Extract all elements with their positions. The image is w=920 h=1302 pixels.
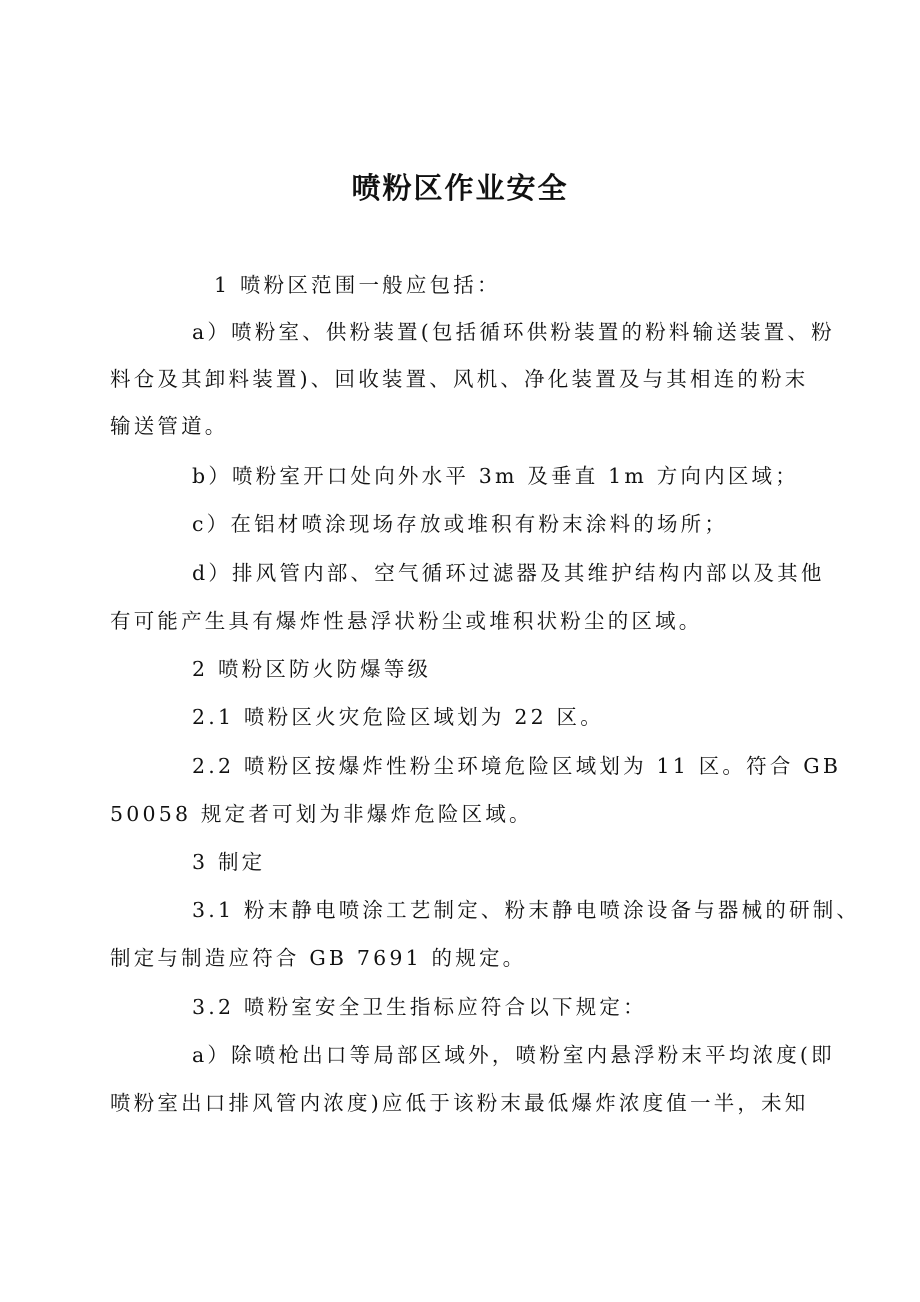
item-a-line-1: a）喷粉室、供粉装置(包括循环供粉装置的粉料输送装置、粉 (192, 320, 835, 344)
item-d-line-1: d）排风管内部、空气循环过滤器及其维护结构内部以及其他 (192, 561, 825, 585)
item-d-line-2: 有可能产生具有爆炸性悬浮状粉尘或堆积状粉尘的区域。 (110, 609, 703, 633)
section-2-1: 2.1 喷粉区火灾危险区域划为 22 区。 (192, 705, 604, 729)
section-2-heading: 2 喷粉区防火防爆等级 (192, 657, 432, 681)
section-3-2-a-line-2: 喷粉室出口排风管内浓度)应低于该粉末最低爆炸浓度值一半，未知 (110, 1091, 809, 1115)
section-2-2-line-1: 2.2 喷粉区按爆炸性粉尘环境危险区域划为 11 区。符合 GB (192, 754, 842, 778)
section-1-heading: 1 喷粉区范围一般应包括： (214, 273, 501, 297)
item-c: c）在铝材喷涂现场存放或堆积有粉末涂料的场所； (192, 512, 729, 536)
section-3-2-heading: 3.2 喷粉室安全卫生指标应符合以下规定： (192, 995, 647, 1019)
section-3-2-a-line-1: a）除喷枪出口等局部区域外，喷粉室内悬浮粉末平均浓度(即 (192, 1043, 835, 1067)
section-3-1-line-1: 3.1 粉末静电喷涂工艺制定、粉末静电喷涂设备与器械的研制、 (192, 898, 861, 922)
section-3-1-line-2: 制定与制造应符合 GB 7691 的规定。 (110, 946, 527, 970)
document-title: 喷粉区作业安全 (351, 171, 569, 205)
item-b: b）喷粉室开口处向外水平 3m 及垂直 1m 方向内区域； (192, 464, 799, 488)
item-a-line-3: 输送管道。 (110, 414, 229, 438)
section-2-2-line-2: 50058 规定者可划为非爆炸危险区域。 (110, 802, 533, 826)
item-a-line-2: 料仓及其卸料装置)、回收装置、风机、净化装置及与其相连的粉末 (110, 367, 809, 391)
section-3-heading: 3 制定 (192, 850, 266, 874)
